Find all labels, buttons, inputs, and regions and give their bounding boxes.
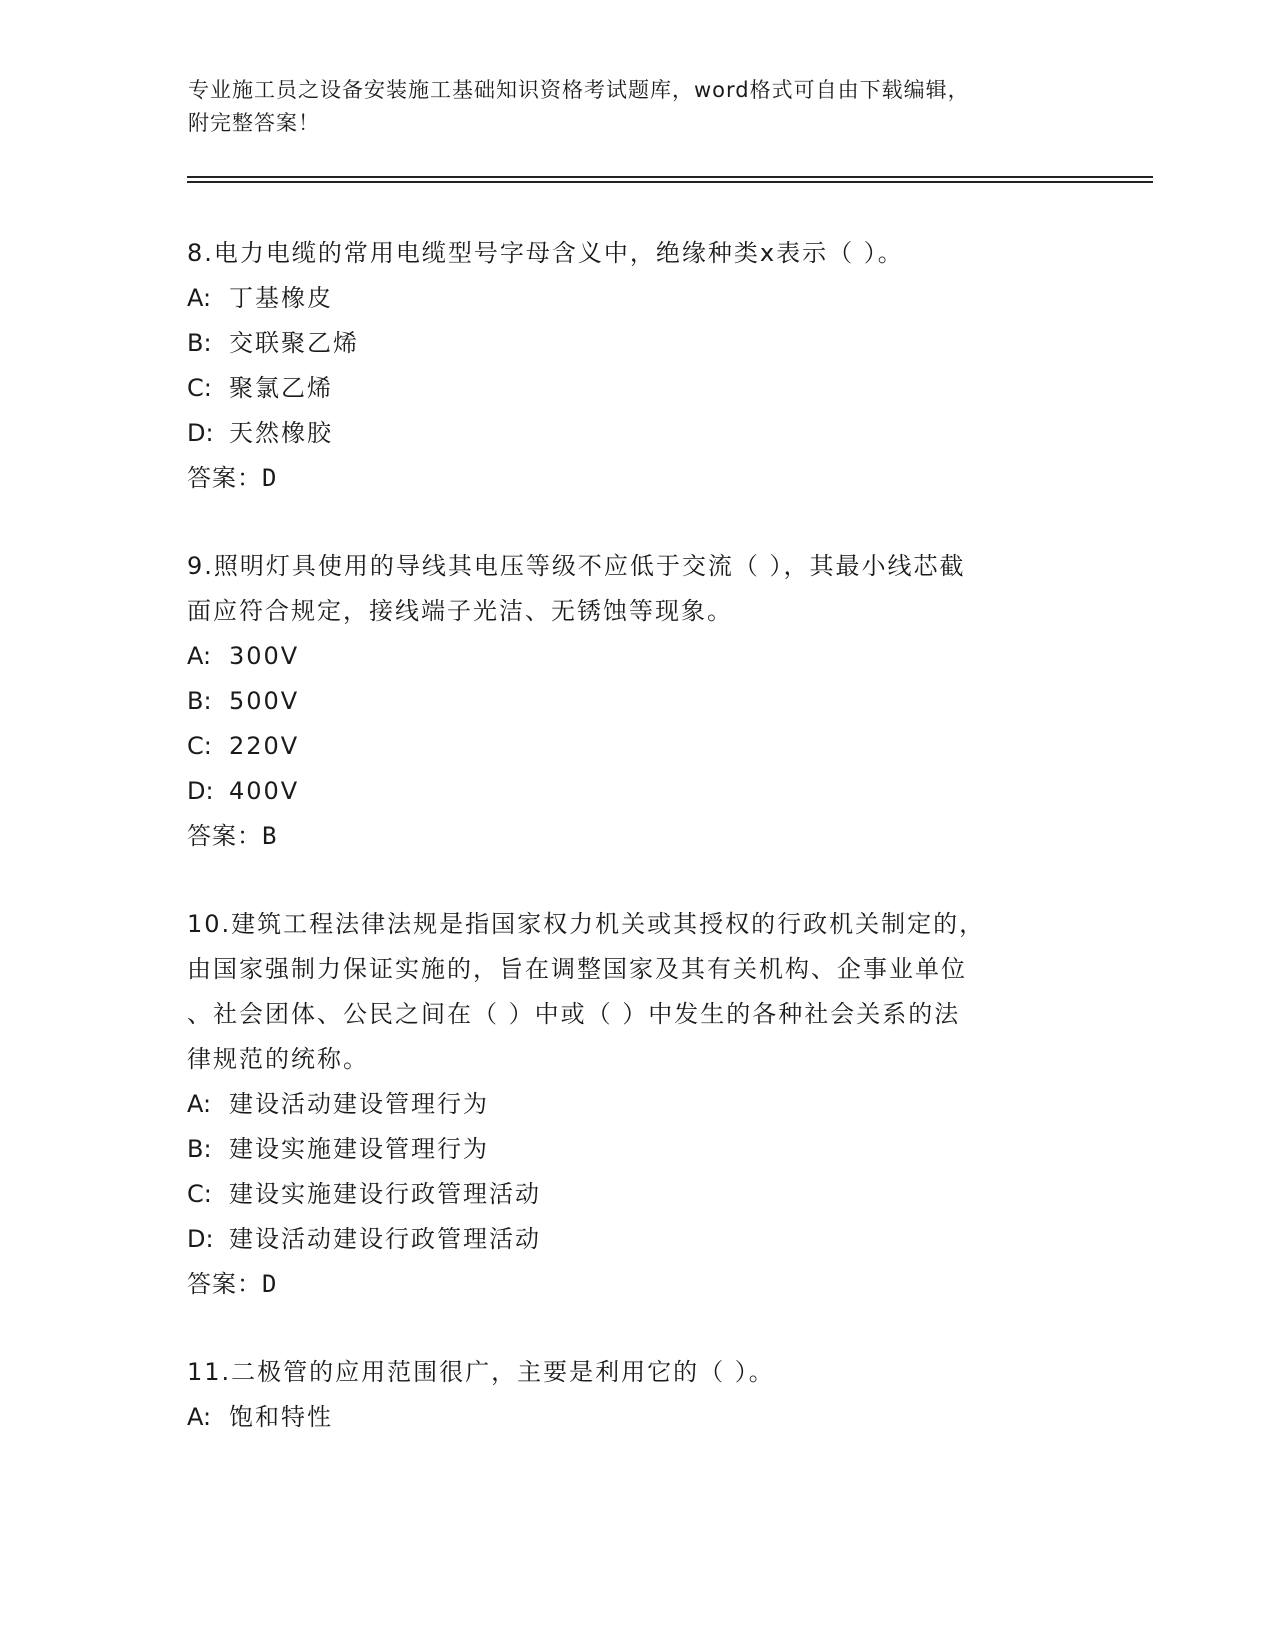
question-list xyxy=(187,231,1087,1483)
option-letter: D: xyxy=(187,419,214,447)
option-letter: B: xyxy=(187,1135,212,1163)
header-rule-top xyxy=(187,176,1153,178)
option-c xyxy=(187,1172,1087,1217)
option-text: 饱和特性 xyxy=(229,1403,333,1431)
option-d xyxy=(187,411,1087,456)
option-b xyxy=(187,1127,1087,1172)
question-stem: 10.建筑工程法律法规是指国家权力机关或其授权的行政机关制定的， xyxy=(187,910,986,938)
option-text: 天然橡胶 xyxy=(229,419,333,447)
question-stem: 8.电力电缆的常用电缆型号字母含义中，绝缘种类x表示（ ）。 xyxy=(187,239,904,267)
option-letter: A: xyxy=(187,642,212,670)
option-a xyxy=(187,276,1087,321)
option-d xyxy=(187,769,1087,814)
question-stem: 9.照明灯具使用的导线其电压等级不应低于交流（ ），其最小线芯截 xyxy=(187,552,966,580)
answer: 答案：D xyxy=(187,464,278,492)
option-letter: B: xyxy=(187,329,212,357)
answer: 答案：D xyxy=(187,1270,278,1298)
answer: 答案：B xyxy=(187,822,278,850)
question-stem: 律规范的统称。 xyxy=(187,1045,369,1073)
question-stem: 面应符合规定，接线端子光洁、无锈蚀等现象。 xyxy=(187,597,733,625)
question-9 xyxy=(187,544,1087,859)
option-letter: D: xyxy=(187,1225,214,1253)
option-text: 建设活动建设管理行为 xyxy=(229,1090,489,1118)
option-a xyxy=(187,634,1087,679)
option-b xyxy=(187,679,1087,724)
option-c xyxy=(187,366,1087,411)
option-a xyxy=(187,1395,1087,1440)
option-letter: C: xyxy=(187,732,212,760)
option-letter: A: xyxy=(187,1403,212,1431)
header-line-1: 专业施工员之设备安装施工基础知识资格考试题库，word格式可自由下载编辑， xyxy=(188,78,970,102)
header-rule-bottom xyxy=(187,181,1153,183)
option-text: 建设实施建设管理行为 xyxy=(229,1135,489,1163)
question-10 xyxy=(187,902,1087,1307)
question-11 xyxy=(187,1350,1087,1440)
option-b xyxy=(187,321,1087,366)
option-letter: D: xyxy=(187,777,214,805)
option-letter: B: xyxy=(187,687,212,715)
option-letter: C: xyxy=(187,1180,212,1208)
option-text: 300V xyxy=(229,642,300,670)
option-text: 220V xyxy=(229,732,300,760)
question-stem: 由国家强制力保证实施的，旨在调整国家及其有关机构、企事业单位 xyxy=(187,955,967,983)
option-text: 聚氯乙烯 xyxy=(229,374,333,402)
question-stem: 11.二极管的应用范围很广，主要是利用它的（ ）。 xyxy=(187,1358,775,1386)
option-d xyxy=(187,1217,1087,1262)
option-text: 建设活动建设行政管理活动 xyxy=(229,1225,541,1253)
option-letter: A: xyxy=(187,284,212,312)
header-line-2: 附完整答案！ xyxy=(188,111,320,135)
option-text: 丁基橡皮 xyxy=(229,284,333,312)
document-header xyxy=(188,74,1088,140)
option-text: 500V xyxy=(229,687,300,715)
question-stem: 、社会团体、公民之间在（ ）中或（ ）中发生的各种社会关系的法 xyxy=(187,1000,961,1028)
question-8 xyxy=(187,231,1087,501)
option-text: 交联聚乙烯 xyxy=(229,329,359,357)
option-text: 400V xyxy=(229,777,300,805)
option-a xyxy=(187,1082,1087,1127)
option-letter: C: xyxy=(187,374,212,402)
option-c xyxy=(187,724,1087,769)
option-letter: A: xyxy=(187,1090,212,1118)
option-text: 建设实施建设行政管理活动 xyxy=(229,1180,541,1208)
